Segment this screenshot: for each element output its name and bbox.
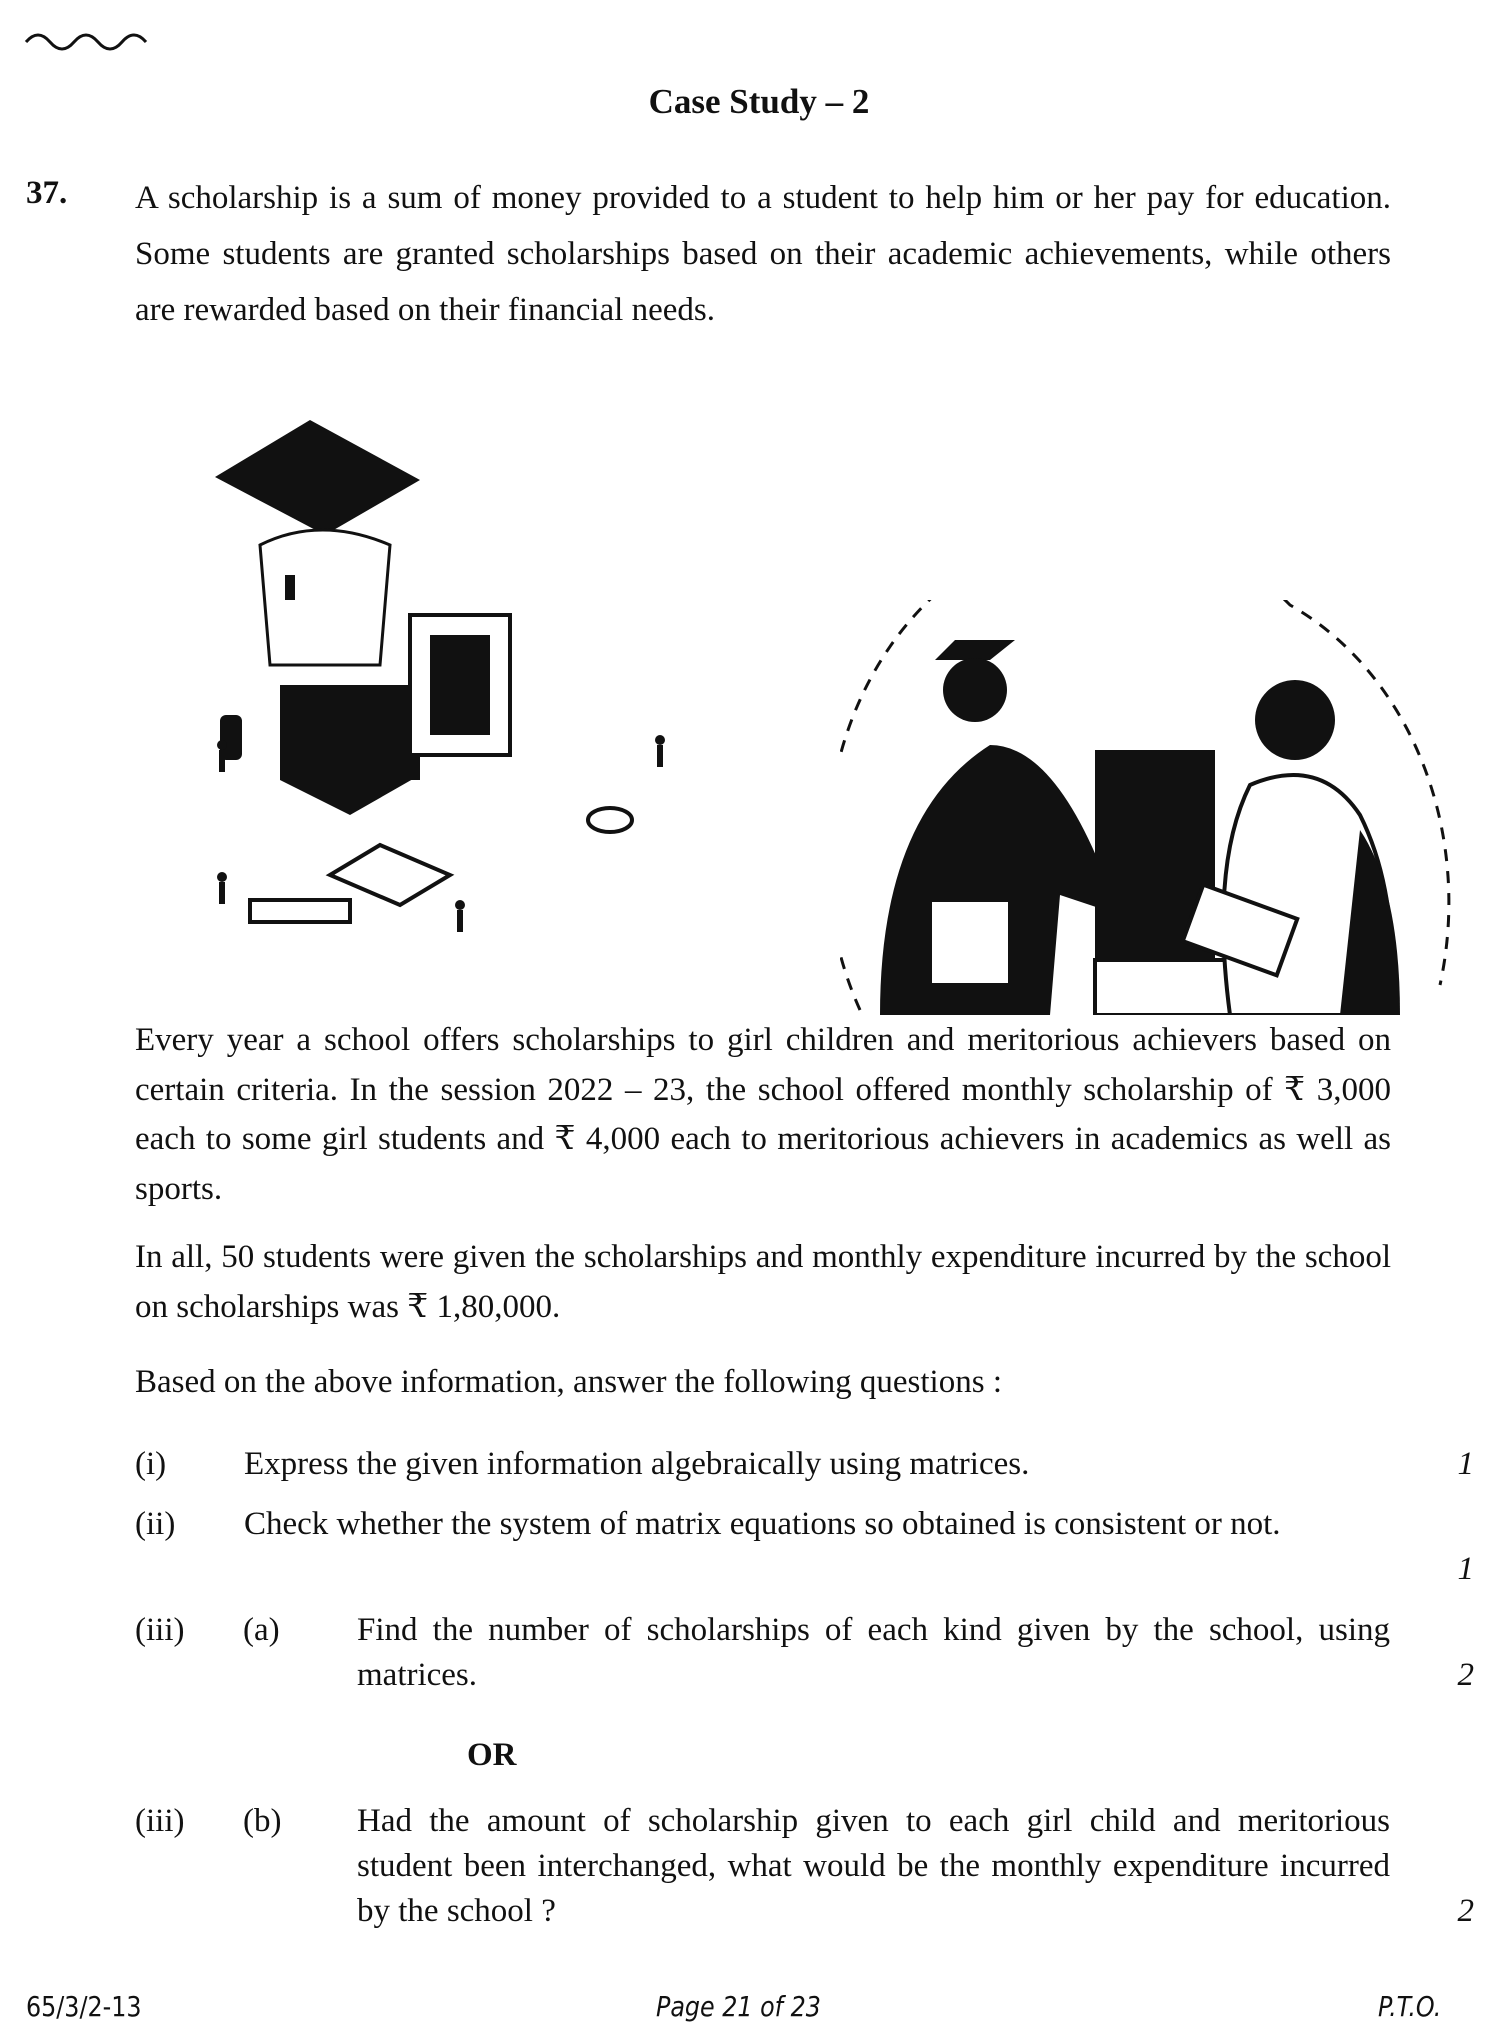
instruction-text: Based on the above information, answer the following questions : (135, 1364, 1002, 1400)
question-number: 37. (26, 175, 68, 211)
pto-label: P.T.O. (1378, 1990, 1442, 2023)
part-label: (i) (135, 1446, 167, 1482)
page-title: Case Study – 2 (648, 82, 870, 121)
squiggle-mark (24, 28, 154, 52)
sub-label: (b) (243, 1803, 282, 1839)
scenario-paragraph: Every year a school offers scholarships to girl children and meritorious achievers based on certain criteria. In the session 2022 – 23, the school offered monthly scholarship of ₹ 3,000 each to some girl students and ₹ 4,000 each to meritorious achievers in academics as well as sports. (135, 1022, 1391, 1207)
marks: 1 (1457, 1551, 1474, 1587)
part-text: Check whether the system of matrix equations so obtained is consistent or not. (244, 1506, 1281, 1542)
sub-label: (a) (243, 1612, 280, 1648)
marks: 2 (1457, 1893, 1474, 1929)
part-label: (iii) (135, 1612, 185, 1648)
page-number: Page 21 of 23 (656, 1990, 821, 2023)
intro-paragraph: A scholarship is a sum of money provided to a student to help him or her pay for education. Some students are granted scholarships based on their academic achievements, while others are rewarded based on their financial needs. (135, 180, 1391, 328)
part-text: Find the number of scholarships of each kind given by the school, using matrices. (357, 1612, 1390, 1693)
graduation-illustration (150, 415, 710, 975)
part-text: Had the amount of scholarship given to each girl child and meritorious student been interchanged, what would be the monthly expenditure incurred by the school ? (357, 1803, 1390, 1929)
marks: 2 (1457, 1657, 1474, 1693)
paper-code: 65/3/2-13 (26, 1990, 142, 2023)
part-text: Express the given information algebraically using matrices. (244, 1446, 1030, 1482)
marks: 1 (1457, 1446, 1474, 1482)
or-separator: OR (467, 1737, 517, 1773)
totals-paragraph: In all, 50 students were given the scholarships and monthly expenditure incurred by the school on scholarships was ₹ 1,80,000. (135, 1239, 1391, 1325)
students-illustration (840, 600, 1460, 1015)
part-label: (iii) (135, 1803, 185, 1839)
part-label: (ii) (135, 1506, 176, 1542)
